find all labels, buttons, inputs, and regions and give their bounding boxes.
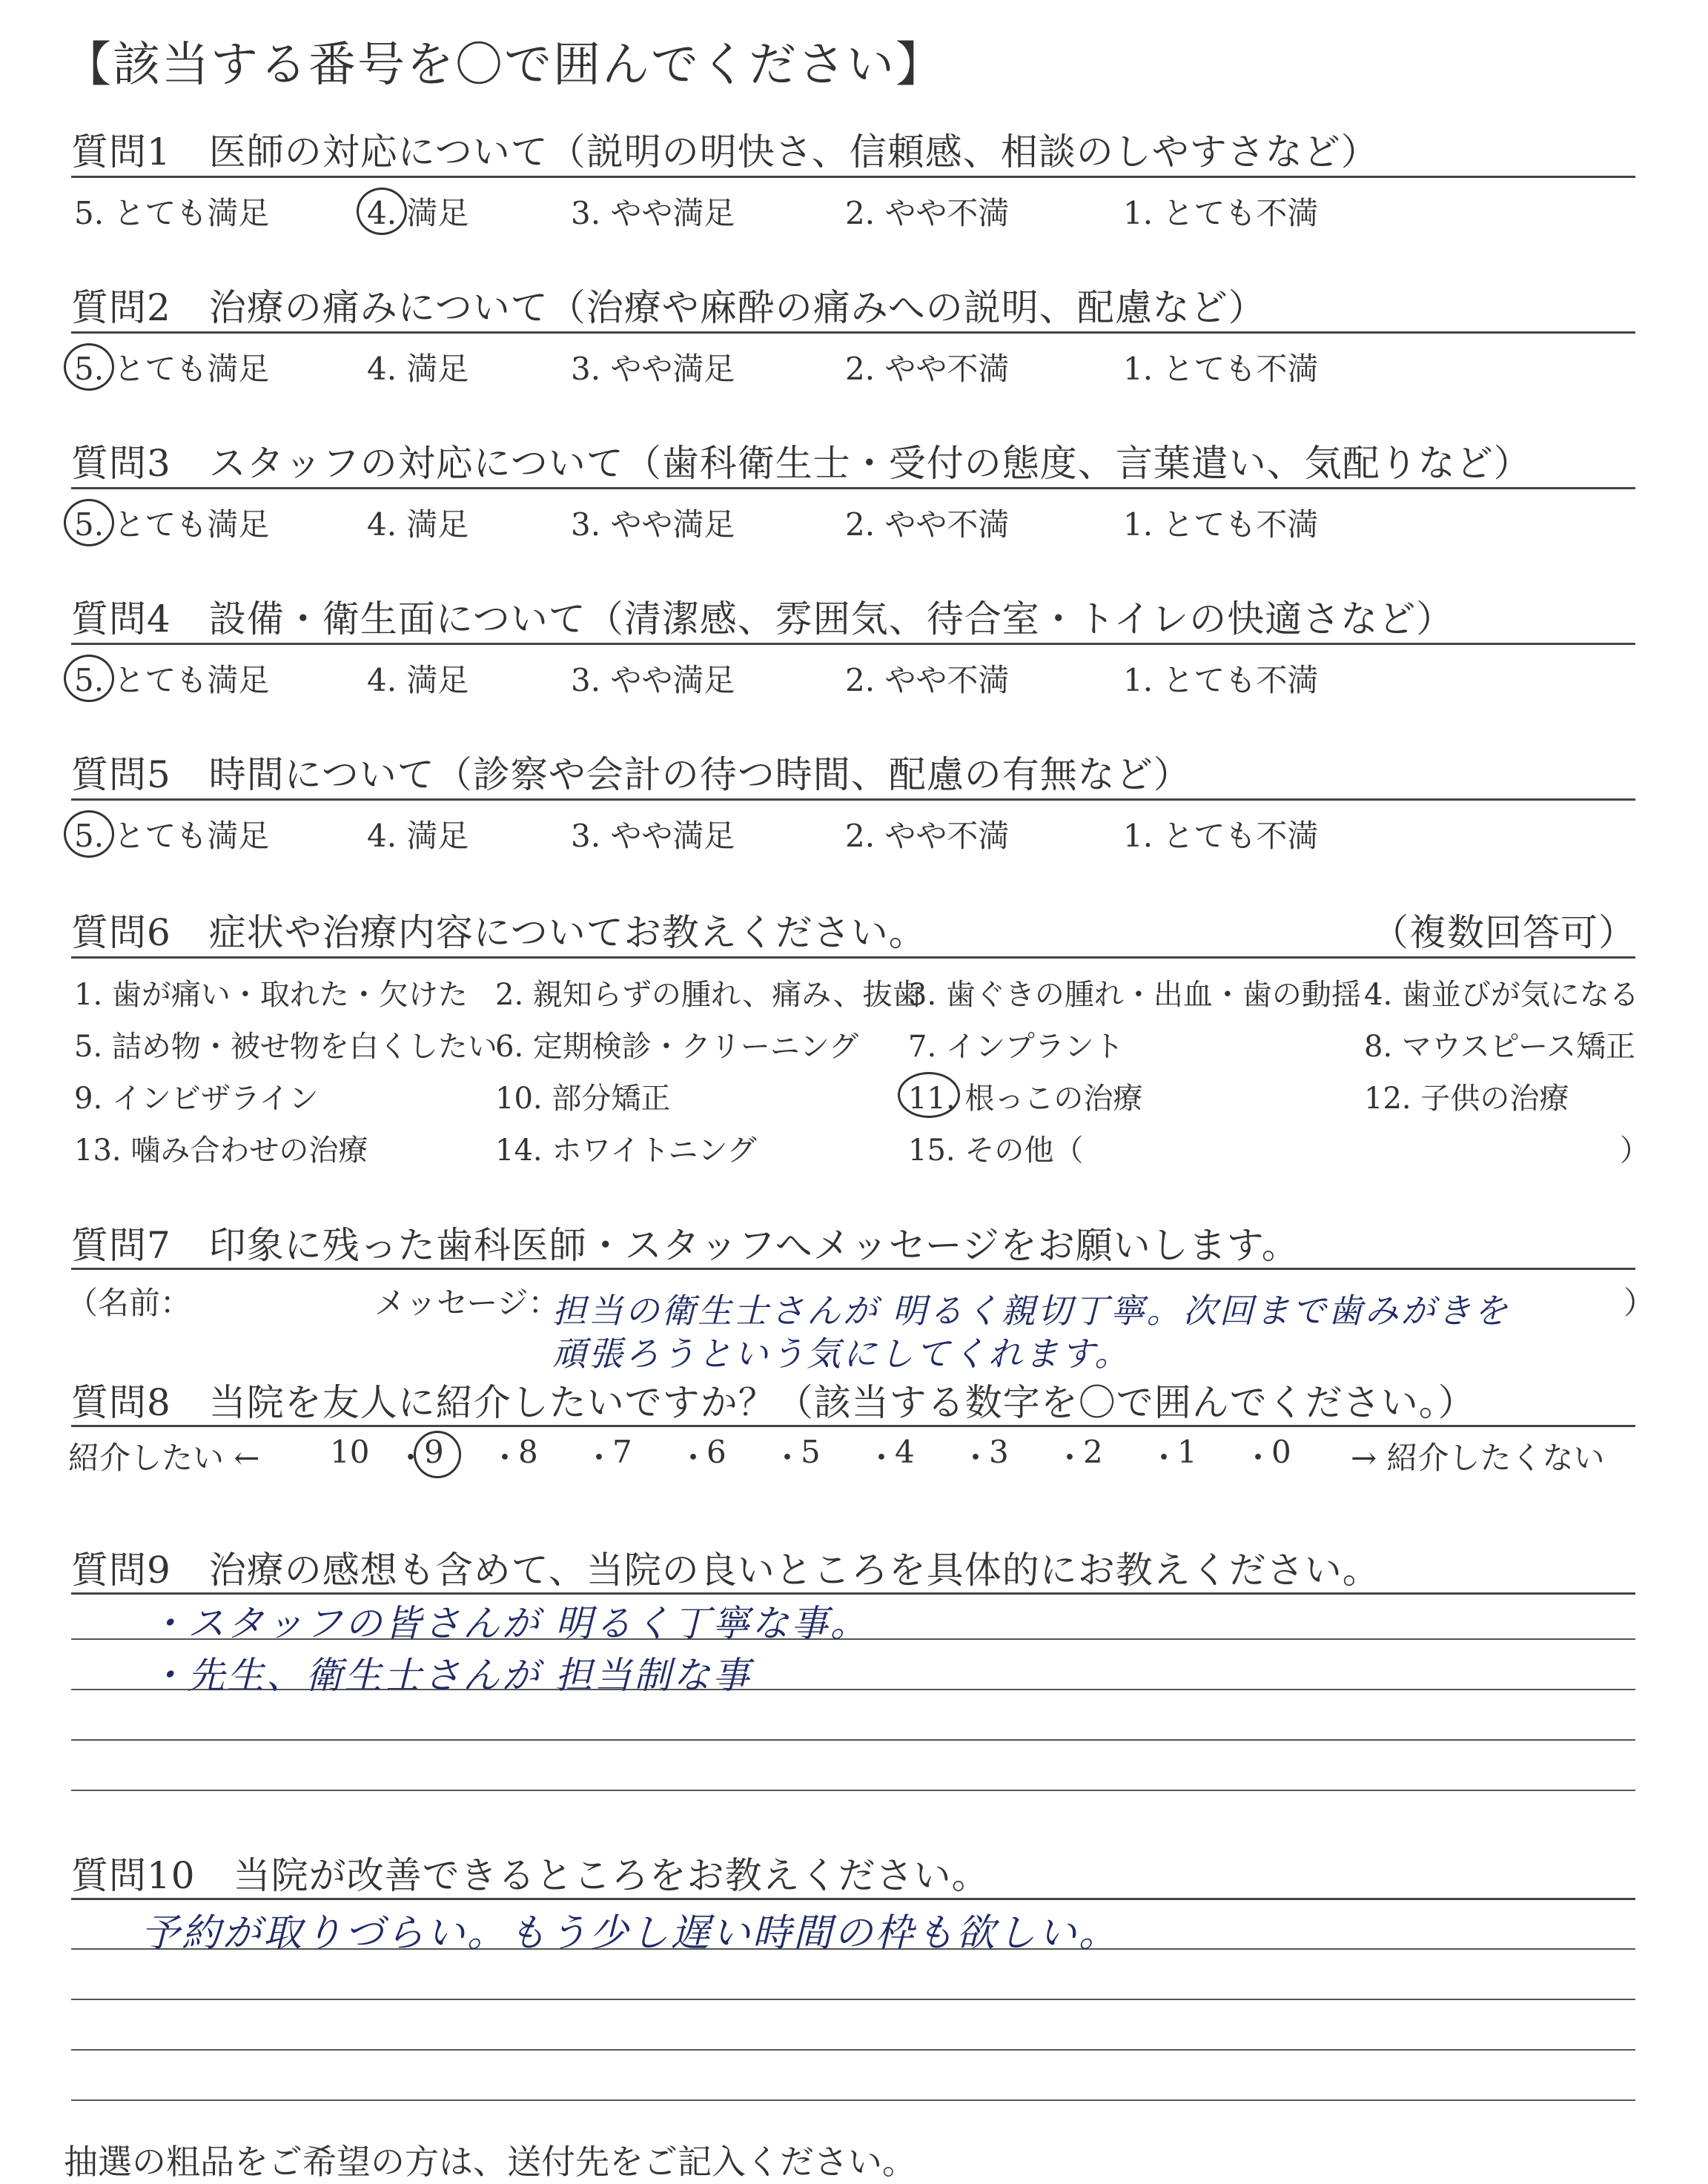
q8-number[interactable]: 5 [801,1434,821,1470]
question-rule [71,487,1635,489]
selection-circle [898,1072,960,1118]
question-1-title: 質問1 医師の対応について（説明の明快さ、信頼感、相談のしやすさなど） [71,130,1379,173]
question-1-option[interactable]: 2. やや不満 [845,195,1010,231]
q8-number[interactable]: 3 [989,1434,1009,1470]
q8-number[interactable]: 10 [330,1434,370,1470]
q9-answer-rule [71,1739,1635,1741]
q6-option[interactable]: ） [1620,1134,1649,1168]
q8-number[interactable]: 8 [518,1434,538,1470]
q6-option[interactable]: 5. 詰め物・被せ物を白くしたい [74,1030,497,1064]
question-2-option[interactable]: 2. やや不満 [845,351,1010,387]
selection-circle [64,343,114,391]
q6-option[interactable]: 12. 子供の治療 [1364,1082,1569,1116]
q8-separator-dot: ・ [678,1440,709,1476]
q10-answer-rule [71,2099,1635,2101]
question-1-option[interactable]: 3. やや満足 [571,195,735,231]
q10-title: 質問10 当院が改善できるところをお教えください。 [71,1854,990,1897]
q8-number[interactable]: 0 [1271,1434,1291,1470]
q6-option[interactable]: 6. 定期検診・クリーニング [495,1030,859,1064]
question-2-option[interactable]: 5. とても満足 [74,351,270,387]
question-3-title: 質問3 スタッフの対応について（歯科衛生士・受付の態度、言葉遣い、気配りなど） [71,442,1532,485]
q8-separator-dot: ・ [489,1440,521,1476]
q6-option[interactable]: 2. 親知らずの腫れ、痛み、抜歯 [495,978,922,1012]
question-2-option[interactable]: 1. とても不満 [1123,351,1319,387]
question-5-option[interactable]: 2. やや不満 [845,818,1010,854]
question-4-option[interactable]: 2. やや不満 [845,662,1010,698]
question-rule [71,643,1635,645]
q10-rule [71,1898,1635,1900]
q6-option[interactable]: 15. その他（ [908,1134,1084,1168]
q6-option[interactable]: 8. マウスピース矯正 [1364,1030,1636,1064]
q6-rule [71,956,1635,959]
question-3-option[interactable]: 5. とても満足 [74,506,270,543]
q7-close-paren: ） [1623,1285,1655,1321]
question-5-option[interactable]: 1. とても不満 [1123,818,1319,854]
q9-answer-line-1: ・スタッフの皆さんが 明るく丁寧な事。 [148,1602,870,1645]
q8-separator-dot: ・ [395,1440,427,1476]
question-4-option[interactable]: 3. やや満足 [571,662,735,698]
q8-separator-dot: ・ [1148,1440,1180,1476]
selection-circle [64,655,114,702]
q7-message-line-1: 担当の衛生士さんが 明るく親切丁寧。次回まで歯みがきを [552,1291,1510,1331]
q9-title: 質問9 治療の感想も含めて、当院の良いところを具体的にお教えください。 [71,1549,1380,1592]
question-5-option[interactable]: 4. 満足 [367,818,469,854]
question-3-option[interactable]: 3. やや満足 [571,506,735,543]
selection-circle [64,810,114,858]
selection-circle [414,1431,461,1478]
q7-name-label: （名前： [67,1285,192,1321]
selection-circle [64,499,114,546]
question-5-option[interactable]: 5. とても満足 [74,818,270,854]
q10-answer-rule [71,1999,1635,2000]
q8-separator-dot: ・ [866,1440,898,1476]
q8-number[interactable]: 6 [706,1434,726,1470]
question-2-title: 質問2 治療の痛みについて（治療や麻酔の痛みへの説明、配慮など） [71,286,1266,329]
q6-option[interactable]: 11. 根っこの治療 [908,1082,1143,1116]
q7-message-line-2: 頑張ろうという気にしてくれます。 [552,1334,1131,1374]
q6-option[interactable]: 3. 歯ぐきの腫れ・出血・歯の動揺 [908,978,1361,1012]
q8-number[interactable]: 7 [612,1434,632,1470]
footer-instruction: 抽選の粗品をご希望の方は、送付先をご記入ください。 [64,2142,916,2182]
q6-option[interactable]: 10. 部分矯正 [495,1082,671,1116]
q6-option[interactable]: 1. 歯が痛い・取れた・欠けた [74,978,468,1012]
q10-answer-line-1: 予約が取りづらい。もう少し遅い時間の枠も欲しい。 [141,1911,1120,1956]
q8-right-label: → 紹介したくない [1351,1440,1605,1476]
q6-title: 質問6 症状や治療内容についてお教えください。 [71,911,927,954]
q6-option[interactable]: 13. 噛み合わせの治療 [74,1134,368,1168]
q6-note: （複数回答可） [1371,911,1636,954]
q6-option[interactable]: 4. 歯並びが気になる [1364,978,1639,1012]
q9-answer-line-2: ・先生、衛生士さんが 担当制な事 [148,1654,752,1697]
selection-circle [357,188,407,235]
q8-separator-dot: ・ [772,1440,804,1476]
question-rule [71,331,1635,334]
question-2-option[interactable]: 4. 満足 [367,351,469,387]
q6-option[interactable]: 9. インビザライン [74,1082,319,1116]
question-1-option[interactable]: 5. とても満足 [74,195,270,231]
page-title: 【該当する番号を〇で囲んでください】 [64,38,944,93]
q7-title: 質問7 印象に残った歯科医師・スタッフへメッセージをお願いします。 [71,1224,1300,1267]
question-3-option[interactable]: 2. やや不満 [845,506,1010,543]
question-3-option[interactable]: 1. とても不満 [1123,506,1319,543]
question-2-option[interactable]: 3. やや満足 [571,351,735,387]
q6-option[interactable]: 14. ホワイトニング [495,1134,757,1168]
question-rule [71,798,1635,801]
q10-answer-rule [71,2049,1635,2051]
q8-separator-dot: ・ [960,1440,992,1476]
q8-number[interactable]: 4 [895,1434,915,1470]
q9-answer-rule [71,1790,1635,1791]
q8-left-label: 紹介したい ← [68,1440,260,1476]
question-4-option[interactable]: 5. とても満足 [74,662,270,698]
q8-number[interactable]: 1 [1177,1434,1197,1470]
q8-separator-dot: ・ [1054,1440,1086,1476]
question-4-option[interactable]: 4. 満足 [367,662,469,698]
question-4-option[interactable]: 1. とても不満 [1123,662,1319,698]
q8-number[interactable]: 9 [424,1434,444,1470]
q8-title: 質問8 当院を友人に紹介したいですか？（該当する数字を〇で囲んでください。） [71,1381,1476,1424]
q8-number[interactable]: 2 [1083,1434,1103,1470]
question-4-title: 質問4 設備・衛生面について（清潔感、雰囲気、待合室・トイレの快適さなど） [71,598,1454,641]
question-1-option[interactable]: 1. とても不満 [1123,195,1319,231]
question-3-option[interactable]: 4. 満足 [367,506,469,543]
q7-rule [71,1268,1635,1270]
q8-separator-dot: ・ [1242,1440,1274,1476]
question-rule [71,176,1635,178]
question-5-option[interactable]: 3. やや満足 [571,818,735,854]
question-1-option[interactable]: 4. 満足 [367,195,469,231]
question-5-title: 質問5 時間について（診察や会計の待つ時間、配慮の有無など） [71,753,1191,796]
q8-separator-dot: ・ [583,1440,615,1476]
q8-rule [71,1425,1635,1427]
q7-message-label: メッセージ： [374,1285,560,1321]
q6-option[interactable]: 7. インプラント [908,1030,1124,1064]
